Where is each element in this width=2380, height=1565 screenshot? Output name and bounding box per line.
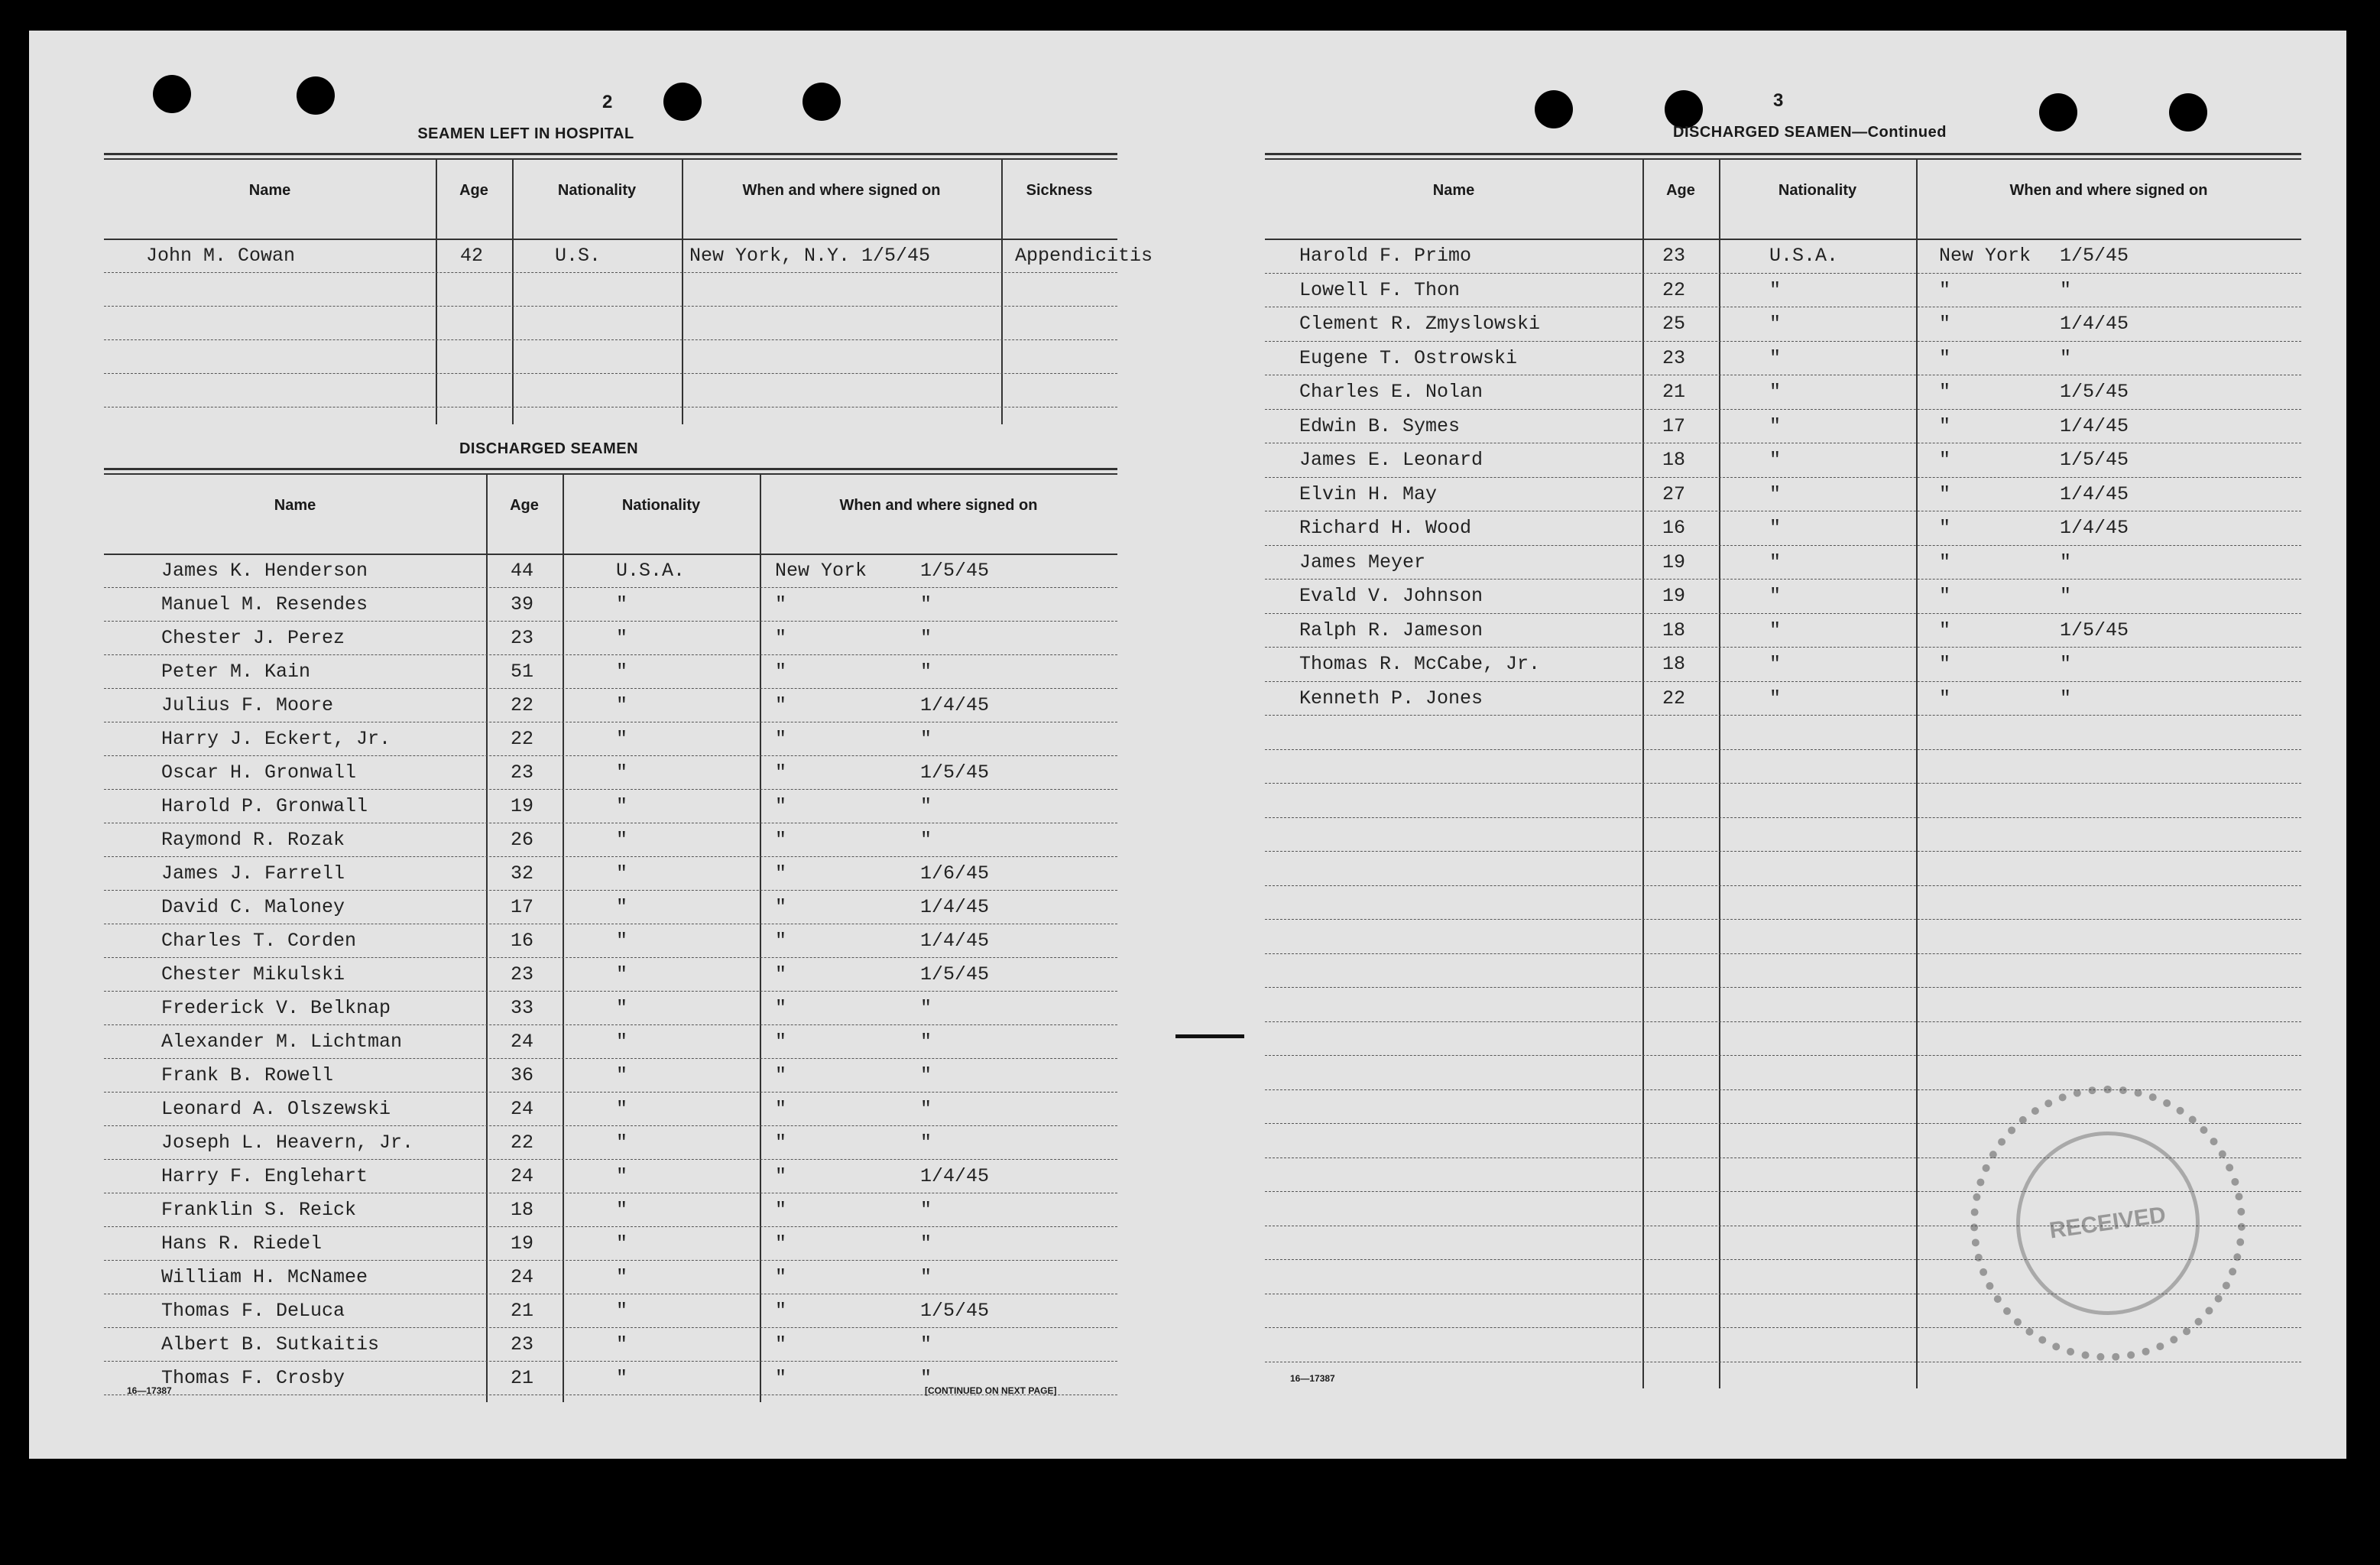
seaman-name: Frank B. Rowell — [161, 1064, 334, 1086]
seaman-nationality: " — [616, 1367, 628, 1389]
seaman-nationality: " — [616, 896, 628, 918]
seaman-name: Peter M. Kain — [161, 661, 311, 683]
signed-on-place: " — [775, 930, 787, 952]
seaman-name: Hans R. Riedel — [161, 1232, 323, 1255]
column-header: Age — [459, 182, 488, 199]
signed-on-date: 1/5/45 — [2060, 619, 2129, 641]
seaman-nationality: " — [616, 930, 628, 952]
seaman-age: 18 — [1662, 619, 1686, 641]
signed-on-date: " — [920, 795, 932, 817]
signed-on-date: 1/4/45 — [920, 694, 990, 716]
seaman-name: Joseph L. Heavern, Jr. — [161, 1132, 414, 1154]
seaman-name: Evald V. Johnson — [1299, 585, 1483, 607]
column-rule — [1719, 159, 1720, 1388]
signed-on-date: 1/5/45 — [2060, 449, 2129, 471]
seaman-nationality: " — [616, 1199, 628, 1221]
seaman-nationality: " — [616, 1232, 628, 1255]
seaman-age: 18 — [1662, 449, 1686, 471]
seaman-nationality: U.S. — [555, 245, 601, 267]
column-header: Nationality — [557, 182, 637, 199]
column-header: When and where signed on — [2009, 182, 2208, 199]
seaman-nationality: " — [616, 1266, 628, 1288]
signed-on-date: " — [2060, 687, 2072, 709]
column-header: Name — [1432, 182, 1475, 199]
signed-on-date: " — [920, 593, 932, 615]
punch-hole — [297, 76, 335, 115]
seaman-age: 24 — [511, 1031, 534, 1053]
seaman-age: 19 — [1662, 550, 1686, 573]
seaman-name: James K. Henderson — [161, 560, 368, 582]
discharged-continued-title: DISCHARGED SEAMEN—Continued — [1673, 124, 1947, 141]
signed-on-place: " — [775, 1031, 787, 1053]
signed-on-date: " — [920, 1266, 932, 1288]
signed-on-place: " — [775, 761, 787, 784]
seaman-name: James E. Leonard — [1299, 449, 1483, 471]
seaman-nationality: " — [616, 761, 628, 784]
signed-on-date: " — [920, 1367, 932, 1389]
column-header: When and where signed on — [742, 182, 941, 199]
signed-on-place: " — [775, 795, 787, 817]
seaman-age: 17 — [511, 896, 534, 918]
seaman-age: 32 — [511, 862, 534, 885]
signed-on-place: " — [775, 829, 787, 851]
column-rule — [760, 474, 761, 1402]
seaman-age: 26 — [511, 829, 534, 851]
seaman-name: Kenneth P. Jones — [1299, 687, 1483, 709]
column-header: Nationality — [1778, 182, 1857, 199]
seaman-age: 39 — [511, 593, 534, 615]
seaman-nationality: " — [616, 1064, 628, 1086]
sickness: Appendicitis — [1015, 245, 1153, 267]
seaman-name: Manuel M. Resendes — [161, 593, 368, 615]
seaman-name: Oscar H. Gronwall — [161, 761, 357, 784]
seaman-nationality: " — [1769, 414, 1782, 437]
seaman-age: 24 — [511, 1266, 534, 1288]
seaman-name: Harry F. Englehart — [161, 1165, 368, 1187]
seaman-name: James Meyer — [1299, 550, 1426, 573]
signed-on-place: " — [1939, 313, 1951, 335]
signed-on-place: " — [775, 1199, 787, 1221]
punch-hole — [803, 83, 841, 121]
seaman-age: 22 — [511, 1132, 534, 1154]
seaman-age: 27 — [1662, 482, 1686, 505]
signed-on-date: 1/5/45 — [920, 1300, 990, 1322]
signed-on-date: " — [2060, 346, 2072, 369]
column-header: Name — [274, 497, 316, 514]
signed-on-place: " — [775, 1064, 787, 1086]
signed-on-date: " — [920, 997, 932, 1019]
signed-on-place: " — [1939, 346, 1951, 369]
punch-hole — [663, 83, 702, 121]
signed-on-place: " — [1939, 687, 1951, 709]
seaman-age: 36 — [511, 1064, 534, 1086]
seaman-nationality: " — [616, 1031, 628, 1053]
seaman-age: 21 — [511, 1300, 534, 1322]
seaman-name: Chester Mikulski — [161, 963, 345, 985]
seaman-age: 23 — [1662, 346, 1686, 369]
seaman-age: 21 — [1662, 381, 1686, 403]
signed-on-date: " — [2060, 585, 2072, 607]
signed-on-date: " — [2060, 278, 2072, 301]
seaman-nationality: U.S.A. — [1769, 245, 1839, 267]
seaman-nationality: " — [616, 1333, 628, 1356]
seaman-name: Lowell F. Thon — [1299, 278, 1461, 301]
seaman-age: 24 — [511, 1098, 534, 1120]
seaman-nationality: " — [616, 728, 628, 750]
seaman-age: 23 — [511, 761, 534, 784]
seaman-nationality: U.S.A. — [616, 560, 686, 582]
seaman-name: Thomas F. DeLuca — [161, 1300, 345, 1322]
seaman-age: 22 — [1662, 278, 1686, 301]
signed-on-place: " — [775, 1132, 787, 1154]
signed-on-place: " — [775, 1165, 787, 1187]
seaman-nationality: " — [1769, 278, 1782, 301]
signed-on-date: 1/4/45 — [2060, 414, 2129, 437]
seaman-name: Chester J. Perez — [161, 627, 345, 649]
seaman-age: 22 — [511, 694, 534, 716]
page-number-left: 2 — [602, 92, 613, 112]
signed-on-date: " — [920, 1064, 932, 1086]
seaman-nationality: " — [616, 795, 628, 817]
signed-on-date: 1/4/45 — [2060, 482, 2129, 505]
seaman-age: 23 — [1662, 245, 1686, 267]
seaman-name: Elvin H. May — [1299, 482, 1438, 505]
seaman-nationality: " — [1769, 687, 1782, 709]
seaman-nationality: " — [1769, 517, 1782, 539]
seaman-nationality: " — [1769, 653, 1782, 675]
signed-on-date: 1/5/45 — [920, 560, 990, 582]
seaman-nationality: " — [616, 694, 628, 716]
form-number-left: 16—17387 — [127, 1385, 172, 1396]
signed-on-date: 1/4/45 — [920, 930, 990, 952]
seaman-name: Charles E. Nolan — [1299, 381, 1483, 403]
seaman-age: 23 — [511, 627, 534, 649]
signed-on-date: 1/4/45 — [2060, 313, 2129, 335]
seaman-age: 16 — [511, 930, 534, 952]
seaman-name: Ralph R. Jameson — [1299, 619, 1483, 641]
document-sheet — [29, 31, 2346, 1459]
column-header: Nationality — [621, 497, 701, 514]
signed-on-place: " — [1939, 381, 1951, 403]
seaman-age: 19 — [511, 795, 534, 817]
seaman-nationality: " — [616, 963, 628, 985]
signed-on-place: New York — [1939, 245, 2031, 267]
seaman-name: Albert B. Sutkaitis — [161, 1333, 380, 1356]
signed-on-date: 1/5/45 — [920, 761, 990, 784]
seaman-nationality: " — [616, 1300, 628, 1322]
signed-on-place: " — [775, 862, 787, 885]
seaman-age: 21 — [511, 1367, 534, 1389]
signed-on-date: " — [920, 1232, 932, 1255]
seaman-name: James J. Farrell — [161, 862, 345, 885]
seaman-name: John M. Cowan — [146, 245, 296, 267]
seaman-name: Richard H. Wood — [1299, 517, 1472, 539]
seaman-nationality: " — [616, 1132, 628, 1154]
signed-on-place: " — [775, 593, 787, 615]
seaman-nationality: " — [616, 829, 628, 851]
column-header: Sickness — [1026, 182, 1093, 199]
seaman-name: Thomas F. Crosby — [161, 1367, 345, 1389]
signed-on-place: " — [1939, 414, 1951, 437]
seaman-name: William H. McNamee — [161, 1266, 368, 1288]
signed-on-date: 1/5/45 — [920, 963, 990, 985]
seaman-age: 23 — [511, 1333, 534, 1356]
signed-on-place: " — [1939, 550, 1951, 573]
signed-on-place: " — [775, 1232, 787, 1255]
signed-on-date: " — [920, 1098, 932, 1120]
seaman-nationality: " — [1769, 449, 1782, 471]
seaman-nationality: " — [1769, 346, 1782, 369]
seaman-name: Alexander M. Lichtman — [161, 1031, 403, 1053]
signed-on-place: " — [775, 1367, 787, 1389]
seaman-name: Thomas R. McCabe, Jr. — [1299, 653, 1541, 675]
seaman-age: 18 — [511, 1199, 534, 1221]
punch-hole — [1665, 90, 1703, 128]
signed-on-place: " — [775, 627, 787, 649]
seaman-age: 23 — [511, 963, 534, 985]
seaman-age: 22 — [1662, 687, 1686, 709]
signed-on-place: " — [775, 1333, 787, 1356]
signed-on-date: " — [920, 1132, 932, 1154]
seaman-nationality: " — [1769, 313, 1782, 335]
continued-note: [CONTINUED ON NEXT PAGE] — [925, 1385, 1057, 1396]
signed-on-place: " — [775, 997, 787, 1019]
seaman-name: Franklin S. Reick — [161, 1199, 357, 1221]
discharged-table-left — [104, 468, 1117, 1402]
signed-on-date: 1/4/45 — [920, 896, 990, 918]
seaman-age: 16 — [1662, 517, 1686, 539]
signed-on: New York, N.Y. 1/5/45 — [689, 245, 931, 267]
signed-on-date: " — [920, 627, 932, 649]
signed-on-date: " — [920, 661, 932, 683]
seaman-name: Eugene T. Ostrowski — [1299, 346, 1518, 369]
seaman-age: 22 — [511, 728, 534, 750]
column-header: When and where signed on — [839, 497, 1038, 514]
signed-on-date: 1/4/45 — [920, 1165, 990, 1187]
punch-hole — [153, 75, 191, 113]
column-header: Name — [248, 182, 291, 199]
seaman-name: Leonard A. Olszewski — [161, 1098, 391, 1120]
signed-on-date: " — [920, 829, 932, 851]
discharged-section-title: DISCHARGED SEAMEN — [459, 440, 639, 457]
signed-on-place: " — [1939, 619, 1951, 641]
form-number-right: 16—17387 — [1290, 1373, 1335, 1384]
seaman-age: 24 — [511, 1165, 534, 1187]
signed-on-date: 1/5/45 — [2060, 245, 2129, 267]
seaman-nationality: " — [616, 1165, 628, 1187]
seaman-name: Harold F. Primo — [1299, 245, 1472, 267]
signed-on-date: " — [920, 728, 932, 750]
signed-on-date: " — [2060, 653, 2072, 675]
seaman-name: Julius F. Moore — [161, 694, 334, 716]
seaman-nationality: " — [1769, 550, 1782, 573]
seaman-nationality: " — [616, 593, 628, 615]
punch-hole — [1535, 90, 1573, 128]
column-rule — [1642, 159, 1644, 1388]
punch-hole — [2169, 93, 2207, 131]
column-header: Age — [1666, 182, 1695, 199]
hospital-table — [104, 153, 1153, 424]
seaman-nationality: " — [616, 997, 628, 1019]
seaman-name: Harry J. Eckert, Jr. — [161, 728, 391, 750]
stamp-text: RECEIVED — [2048, 1202, 2168, 1244]
signed-on-date: " — [920, 1333, 932, 1356]
signed-on-place: " — [1939, 585, 1951, 607]
seaman-name: David C. Maloney — [161, 896, 345, 918]
signed-on-place: " — [1939, 482, 1951, 505]
page-number-right: 3 — [1773, 90, 1784, 111]
signed-on-place: " — [1939, 278, 1951, 301]
signed-on-place: New York — [775, 560, 867, 582]
signed-on-place: " — [775, 1098, 787, 1120]
signed-on-place: " — [775, 1300, 787, 1322]
seaman-nationality: " — [1769, 381, 1782, 403]
signed-on-date: " — [920, 1199, 932, 1221]
signed-on-place: " — [1939, 449, 1951, 471]
seaman-age: 19 — [1662, 585, 1686, 607]
seaman-age: 17 — [1662, 414, 1686, 437]
seaman-age: 44 — [511, 560, 534, 582]
seaman-nationality: " — [1769, 585, 1782, 607]
column-rule — [563, 474, 564, 1402]
seaman-name: Clement R. Zmyslowski — [1299, 313, 1541, 335]
column-rule — [1916, 159, 1918, 1388]
signed-on-date: " — [920, 1031, 932, 1053]
seaman-nationality: " — [1769, 482, 1782, 505]
signed-on-place: " — [775, 728, 787, 750]
seaman-age: 25 — [1662, 313, 1686, 335]
signed-on-place: " — [775, 661, 787, 683]
seaman-nationality: " — [616, 661, 628, 683]
column-header: Age — [510, 497, 539, 514]
received-stamp — [1970, 1086, 2245, 1361]
seaman-age: 18 — [1662, 653, 1686, 675]
seaman-age: 42 — [460, 245, 484, 267]
signed-on-date: 1/4/45 — [2060, 517, 2129, 539]
seaman-name: Harold P. Gronwall — [161, 795, 368, 817]
seaman-nationality: " — [616, 1098, 628, 1120]
seaman-nationality: " — [616, 862, 628, 885]
signed-on-date: 1/5/45 — [2060, 381, 2129, 403]
seaman-name: Edwin B. Symes — [1299, 414, 1461, 437]
signed-on-place: " — [1939, 653, 1951, 675]
signed-on-place: " — [1939, 517, 1951, 539]
signed-on-date: " — [2060, 550, 2072, 573]
seaman-name: Raymond R. Rozak — [161, 829, 345, 851]
center-dash-mark — [1175, 1034, 1244, 1038]
signed-on-place: " — [775, 896, 787, 918]
hospital-section-title: SEAMEN LEFT IN HOSPITAL — [417, 125, 634, 142]
seaman-nationality: " — [1769, 619, 1782, 641]
signed-on-date: 1/6/45 — [920, 862, 990, 885]
signed-on-place: " — [775, 694, 787, 716]
seaman-name: Frederick V. Belknap — [161, 997, 391, 1019]
seaman-name: Charles T. Corden — [161, 930, 357, 952]
signed-on-place: " — [775, 1266, 787, 1288]
seaman-age: 51 — [511, 661, 534, 683]
seaman-age: 19 — [511, 1232, 534, 1255]
seaman-age: 33 — [511, 997, 534, 1019]
seaman-nationality: " — [616, 627, 628, 649]
column-rule — [486, 474, 488, 1402]
signed-on-place: " — [775, 963, 787, 985]
